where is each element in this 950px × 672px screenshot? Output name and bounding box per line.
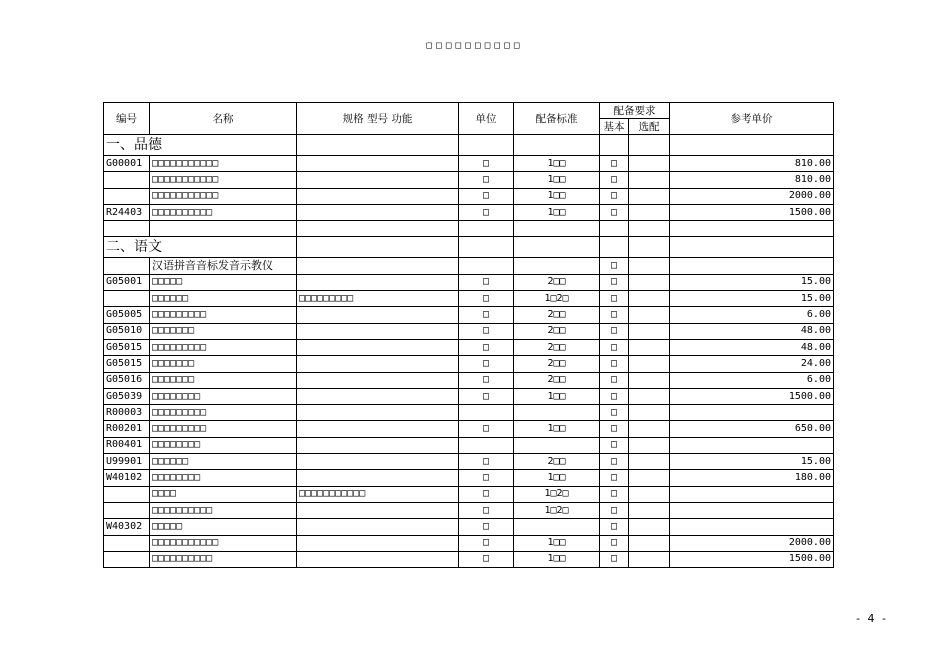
cell-spec (297, 502, 459, 518)
cell-code: G05016 (104, 372, 150, 388)
cell-standard: 1□□ (514, 188, 600, 204)
cell-unit: □ (459, 388, 514, 404)
cell-basic: □ (600, 535, 629, 551)
empty-cell (104, 221, 150, 237)
cell-spec (297, 470, 459, 486)
cell-code (104, 535, 150, 551)
header-price: 参考单价 (670, 103, 834, 135)
empty-cell (514, 135, 600, 156)
cell-optional (629, 323, 670, 339)
cell-optional (629, 307, 670, 323)
cell-code: W40102 (104, 470, 150, 486)
empty-cell (670, 135, 834, 156)
cell-code: G05001 (104, 274, 150, 290)
cell-spec (297, 437, 459, 453)
cell-unit: □ (459, 535, 514, 551)
cell-code: G05039 (104, 388, 150, 404)
cell-basic: □ (600, 339, 629, 355)
cell-name: □□□□□□□ (150, 372, 297, 388)
cell-spec (297, 535, 459, 551)
cell-spec (297, 405, 459, 421)
cell-basic: □ (600, 421, 629, 437)
cell-standard: 1□2□ (514, 486, 600, 502)
cell-name: □□□□□□□□□□ (150, 551, 297, 567)
table-row (104, 486, 834, 502)
cell-basic: □ (600, 502, 629, 518)
cell-name: □□□□ (150, 486, 297, 502)
cell-code (104, 551, 150, 567)
cell-basic: □ (600, 323, 629, 339)
cell-optional (629, 502, 670, 518)
cell-name: □□□□□□□□□ (150, 421, 297, 437)
cell-unit: □ (459, 519, 514, 535)
cell-price: 1500.00 (670, 551, 834, 567)
cell-name: □□□□□□ (150, 291, 297, 307)
cell-optional (629, 437, 670, 453)
cell-unit: □ (459, 551, 514, 567)
header-optional: 选配 (629, 119, 670, 135)
header-code: 编号 (104, 103, 150, 135)
cell-price: 15.00 (670, 274, 834, 290)
cell-name: □□□□□ (150, 519, 297, 535)
cell-unit: □ (459, 372, 514, 388)
cell-optional (629, 551, 670, 567)
cell-code (104, 172, 150, 188)
cell-unit: □ (459, 188, 514, 204)
header-requirement: 配备要求 (600, 103, 670, 119)
cell-price: 1500.00 (670, 204, 834, 220)
cell-basic: □ (600, 486, 629, 502)
cell-spec (297, 339, 459, 355)
cell-optional (629, 258, 670, 274)
empty-cell (459, 135, 514, 156)
table-row (104, 188, 834, 204)
cell-standard: 1□2□ (514, 502, 600, 518)
cell-unit: □ (459, 307, 514, 323)
cell-unit (459, 437, 514, 453)
table-row (104, 535, 834, 551)
cell-spec (297, 204, 459, 220)
header-basic: 基本 (600, 119, 629, 135)
table-row (104, 291, 834, 307)
cell-name: □□□□□□□□□□ (150, 502, 297, 518)
cell-spec (297, 388, 459, 404)
empty-cell (514, 221, 600, 237)
cell-price (670, 405, 834, 421)
empty-cell (600, 221, 629, 237)
cell-unit (459, 258, 514, 274)
table-row (104, 551, 834, 567)
cell-unit: □ (459, 470, 514, 486)
cell-standard: 2□□ (514, 339, 600, 355)
cell-standard: 1□□ (514, 535, 600, 551)
table-row (104, 156, 834, 172)
cell-basic: □ (600, 291, 629, 307)
table-row (104, 323, 834, 339)
cell-name: □□□□□□□□□□□ (150, 188, 297, 204)
cell-spec (297, 156, 459, 172)
cell-spec (297, 274, 459, 290)
cell-spec (297, 421, 459, 437)
cell-standard: 2□□ (514, 274, 600, 290)
cell-code: G05010 (104, 323, 150, 339)
cell-name: □□□□□ (150, 274, 297, 290)
cell-spec (297, 551, 459, 567)
empty-cell (629, 237, 670, 258)
cell-code (104, 188, 150, 204)
cell-standard: 1□□ (514, 551, 600, 567)
cell-name: 汉语拼音音标发音示教仪 (150, 258, 297, 274)
cell-code: R00003 (104, 405, 150, 421)
cell-basic: □ (600, 519, 629, 535)
cell-price (670, 502, 834, 518)
table-row (104, 307, 834, 323)
table-body (104, 135, 834, 568)
cell-name: □□□□□□□□□□□ (150, 156, 297, 172)
cell-name: □□□□□□ (150, 454, 297, 470)
empty-cell (459, 237, 514, 258)
cell-optional (629, 519, 670, 535)
cell-optional (629, 372, 670, 388)
cell-basic: □ (600, 356, 629, 372)
cell-basic: □ (600, 172, 629, 188)
cell-basic: □ (600, 307, 629, 323)
header-name: 名称 (150, 103, 297, 135)
cell-standard (514, 437, 600, 453)
cell-spec (297, 323, 459, 339)
cell-optional (629, 291, 670, 307)
cell-spec: □□□□□□□□□ (297, 291, 459, 307)
cell-name: □□□□□□□ (150, 323, 297, 339)
cell-name: □□□□□□□□□□ (150, 204, 297, 220)
cell-basic: □ (600, 388, 629, 404)
cell-spec (297, 356, 459, 372)
cell-code (104, 291, 150, 307)
cell-basic: □ (600, 188, 629, 204)
empty-cell (297, 221, 459, 237)
cell-standard: 2□□ (514, 372, 600, 388)
cell-standard: 1□2□ (514, 291, 600, 307)
cell-optional (629, 470, 670, 486)
section-label: 二、语文 (104, 237, 297, 258)
cell-code (104, 502, 150, 518)
cell-standard: 1□□ (514, 156, 600, 172)
cell-standard (514, 405, 600, 421)
cell-price: 6.00 (670, 307, 834, 323)
cell-spec (297, 454, 459, 470)
cell-price (670, 519, 834, 535)
cell-optional (629, 204, 670, 220)
cell-code: G00001 (104, 156, 150, 172)
page-number: - 4 - (856, 612, 888, 625)
equipment-table (103, 102, 834, 568)
table-row (104, 172, 834, 188)
cell-unit: □ (459, 156, 514, 172)
cell-code: W40302 (104, 519, 150, 535)
table-row (104, 372, 834, 388)
cell-code: R00401 (104, 437, 150, 453)
cell-name: □□□□□□□□□ (150, 339, 297, 355)
empty-cell (514, 237, 600, 258)
cell-unit: □ (459, 421, 514, 437)
section-row (104, 237, 834, 258)
cell-basic: □ (600, 156, 629, 172)
empty-cell (150, 221, 297, 237)
cell-name: □□□□□□□□□□□ (150, 172, 297, 188)
cell-standard: 1□□ (514, 470, 600, 486)
header-row (104, 103, 834, 119)
cell-price: 48.00 (670, 339, 834, 355)
cell-optional (629, 356, 670, 372)
cell-standard (514, 519, 600, 535)
cell-name: □□□□□□□□ (150, 437, 297, 453)
table-row (104, 405, 834, 421)
empty-cell (459, 221, 514, 237)
cell-price: 15.00 (670, 454, 834, 470)
cell-price: 48.00 (670, 323, 834, 339)
cell-unit: □ (459, 486, 514, 502)
cell-basic: □ (600, 274, 629, 290)
cell-optional (629, 172, 670, 188)
cell-code (104, 258, 150, 274)
cell-optional (629, 156, 670, 172)
cell-basic: □ (600, 405, 629, 421)
cell-code: R24403 (104, 204, 150, 220)
cell-basic: □ (600, 258, 629, 274)
table-row (104, 339, 834, 355)
cell-name: □□□□□□□□□ (150, 405, 297, 421)
cell-standard: 2□□ (514, 454, 600, 470)
cell-standard: 1□□ (514, 204, 600, 220)
empty-cell (629, 135, 670, 156)
cell-code: U99901 (104, 454, 150, 470)
cell-optional (629, 388, 670, 404)
cell-name: □□□□□□□□ (150, 470, 297, 486)
blank-row (104, 221, 834, 237)
cell-price (670, 486, 834, 502)
cell-unit: □ (459, 291, 514, 307)
header-spec: 规格 型号 功能 (297, 103, 459, 135)
empty-cell (600, 135, 629, 156)
subhead-row (104, 258, 834, 274)
empty-cell (670, 237, 834, 258)
cell-standard: 2□□ (514, 356, 600, 372)
cell-price: 180.00 (670, 470, 834, 486)
cell-unit: □ (459, 323, 514, 339)
cell-code: G05005 (104, 307, 150, 323)
cell-standard: 1□□ (514, 421, 600, 437)
cell-unit: □ (459, 356, 514, 372)
cell-unit: □ (459, 502, 514, 518)
cell-unit: □ (459, 454, 514, 470)
cell-spec (297, 172, 459, 188)
cell-price: 650.00 (670, 421, 834, 437)
table-row (104, 519, 834, 535)
cell-spec: □□□□□□□□□□□ (297, 486, 459, 502)
cell-price (670, 258, 834, 274)
empty-cell (629, 221, 670, 237)
cell-basic: □ (600, 454, 629, 470)
header-unit: 单位 (459, 103, 514, 135)
cell-basic: □ (600, 437, 629, 453)
cell-basic: □ (600, 551, 629, 567)
cell-spec (297, 258, 459, 274)
table-row (104, 502, 834, 518)
cell-optional (629, 274, 670, 290)
empty-cell (297, 135, 459, 156)
page-title: □□□□□□□□□□ (426, 40, 524, 51)
section-label: 一、品德 (104, 135, 297, 156)
cell-price (670, 437, 834, 453)
cell-code: G05015 (104, 339, 150, 355)
cell-unit: □ (459, 274, 514, 290)
cell-spec (297, 519, 459, 535)
cell-price: 24.00 (670, 356, 834, 372)
empty-cell (670, 221, 834, 237)
cell-optional (629, 188, 670, 204)
cell-optional (629, 535, 670, 551)
cell-standard (514, 258, 600, 274)
cell-name: □□□□□□□ (150, 356, 297, 372)
cell-basic: □ (600, 372, 629, 388)
cell-price: 15.00 (670, 291, 834, 307)
cell-optional (629, 421, 670, 437)
cell-spec (297, 372, 459, 388)
cell-basic: □ (600, 470, 629, 486)
cell-unit: □ (459, 172, 514, 188)
cell-standard: 2□□ (514, 323, 600, 339)
cell-code: G05015 (104, 356, 150, 372)
cell-basic: □ (600, 204, 629, 220)
empty-cell (297, 237, 459, 258)
table-row (104, 204, 834, 220)
cell-standard: 1□□ (514, 388, 600, 404)
cell-price: 810.00 (670, 172, 834, 188)
cell-name: □□□□□□□□□ (150, 307, 297, 323)
cell-optional (629, 405, 670, 421)
table-row (104, 454, 834, 470)
header-standard: 配备标准 (514, 103, 600, 135)
cell-standard: 1□□ (514, 172, 600, 188)
table-row (104, 421, 834, 437)
cell-unit: □ (459, 204, 514, 220)
cell-unit (459, 405, 514, 421)
cell-code: R00201 (104, 421, 150, 437)
cell-code (104, 486, 150, 502)
cell-price: 6.00 (670, 372, 834, 388)
cell-price: 810.00 (670, 156, 834, 172)
table-row (104, 437, 834, 453)
cell-name: □□□□□□□□□□□ (150, 535, 297, 551)
cell-price: 2000.00 (670, 535, 834, 551)
cell-spec (297, 188, 459, 204)
empty-cell (600, 237, 629, 258)
cell-unit: □ (459, 339, 514, 355)
cell-name: □□□□□□□□ (150, 388, 297, 404)
cell-optional (629, 486, 670, 502)
table-row (104, 388, 834, 404)
section-row (104, 135, 834, 156)
cell-price: 2000.00 (670, 188, 834, 204)
table-row (104, 470, 834, 486)
cell-standard: 2□□ (514, 307, 600, 323)
table-row (104, 274, 834, 290)
cell-optional (629, 454, 670, 470)
table-row (104, 356, 834, 372)
cell-spec (297, 307, 459, 323)
cell-price: 1500.00 (670, 388, 834, 404)
cell-optional (629, 339, 670, 355)
